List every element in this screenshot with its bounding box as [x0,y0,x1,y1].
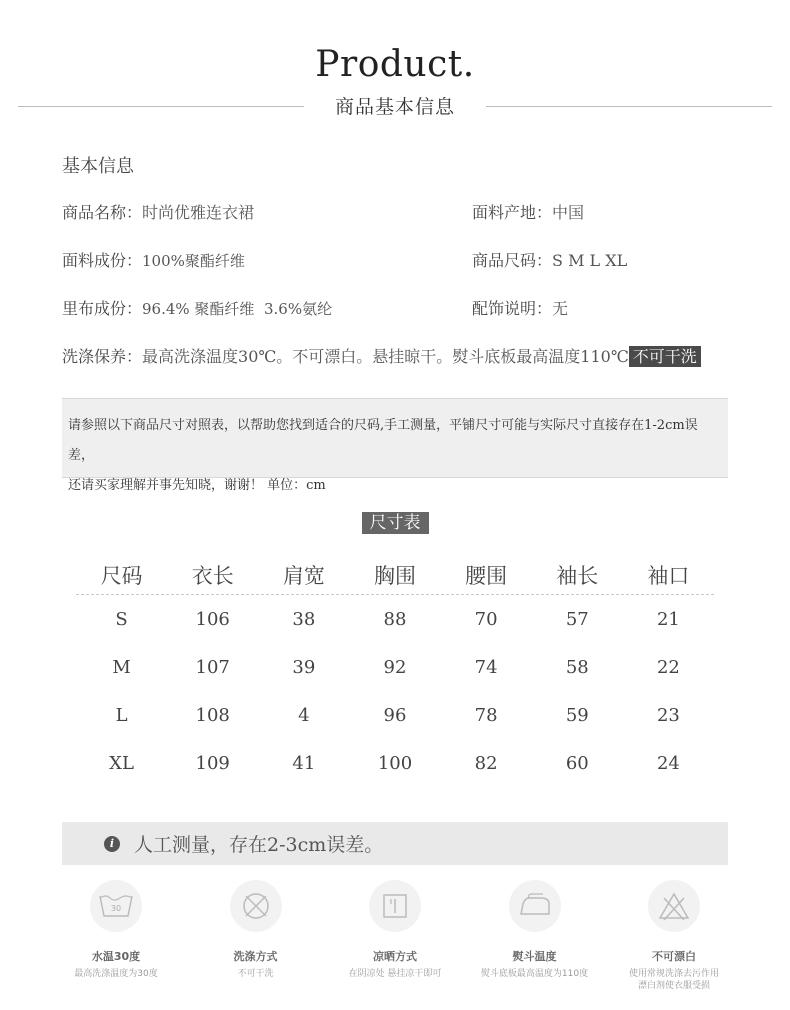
size-chart-cell: 60 [565,752,589,774]
accessory-label: 配饰说明： [472,299,553,318]
size-chart-cell: 41 [292,752,316,774]
size-chart-row-l [76,691,714,739]
line-dry-icon [369,880,421,932]
product-name-label: 商品名称： [62,203,143,222]
product-sizes-value: S M L XL [552,251,628,270]
care-instructions-value: 最高洗涤温度30℃。不可漂白。悬挂晾干。熨斗底板最高温度110℃ [142,347,629,366]
care-desc: 最高洗涤温度为30度 [74,969,158,979]
product-name-row [62,200,254,223]
size-chart-cell: 78 [474,704,498,726]
size-chart-cell: 82 [474,752,498,774]
lining-composition-row [62,296,332,319]
page-title: Product. [315,44,475,85]
accessory-row [472,296,568,319]
size-chart-cell: 100 [377,752,413,774]
size-chart-cell: 74 [474,656,498,678]
size-chart-cell: 4 [298,704,310,726]
fabric-origin-value: 中国 [552,203,585,222]
size-chart-header-row [76,555,714,595]
page-subtitle: 商品基本信息 [334,96,455,118]
fabric-composition-row [62,248,245,271]
size-chart-cell: 92 [383,656,407,678]
basic-info-title: 基本信息 [62,156,134,177]
size-chart-row-m [76,643,714,691]
care-instructions-label: 洗涤保养： [62,347,143,366]
care-instructions-row [62,344,701,367]
size-chart-cell: XL [109,752,134,774]
iron-icon [509,880,561,932]
size-chart-cell: 39 [292,656,316,678]
size-chart-title: 尺寸表 [362,512,429,534]
care-desc: 不可干洗 [237,969,274,979]
lining-composition-label: 里布成份： [62,299,143,318]
size-chart-header-cell: 尺码 [100,563,143,588]
info-icon: i [104,836,120,852]
care-item-wash [48,880,184,992]
size-chart-header-cell: 胸围 [373,563,416,588]
care-label: 凉晒方式 [373,950,417,963]
lining-composition-value: 96.4% 聚酯纤维 3.6%氨纶 [142,300,333,318]
size-chart-cell: 96 [383,704,407,726]
care-desc: 熨斗底板最高温度为110度 [480,969,589,979]
size-chart-header-cell: 腰围 [465,563,508,588]
size-chart-cell: 106 [195,608,230,630]
care-label: 洗涤方式 [233,950,278,963]
size-chart-row-xl [76,739,714,787]
size-chart-cell: 23 [656,704,680,726]
product-sizes-row [472,248,627,271]
size-notice-box [62,398,728,493]
size-chart-cell: M [112,656,131,678]
care-desc-line: 漂白剂使衣服受损 [637,981,710,991]
care-desc [606,968,742,992]
fabric-origin-row [472,200,584,223]
size-notice-line-2: 还请买家理解并事先知晓，谢谢！ 单位：cm [68,478,326,493]
accessory-value: 无 [552,299,569,318]
size-chart-cell: S [115,608,128,630]
size-chart-header-cell: 衣长 [191,563,234,588]
no-bleach-icon [648,880,700,932]
size-chart-cell: 59 [565,704,589,726]
size-chart-header-cell: 袖口 [647,563,690,588]
care-item-ironing [467,880,603,992]
size-notice-line-1: 请参照以下商品尺寸对照表，以帮助您找到适合的尺码,手工测量，平铺尺寸可能与实际尺寸直接存在1-2cm误差， [68,418,698,463]
care-desc: 在阴凉处 悬挂凉干即可 [348,969,442,979]
care-desc-line: 使用常规洗涤去污作用 [628,969,719,979]
product-sizes-label: 商品尺码： [472,251,553,270]
care-label: 水温30度 [91,950,141,963]
care-label: 熨斗温度 [512,950,557,963]
size-chart-cell: L [115,704,128,726]
size-chart-title-wrap [0,512,790,534]
size-chart-cell: 58 [565,656,589,678]
size-chart-cell: 70 [474,608,498,630]
size-chart-cell: 38 [292,608,316,630]
size-chart-cell: 88 [383,608,407,630]
size-chart-cell: 57 [565,608,589,630]
no-dry-clean-icon [230,880,282,932]
size-chart-cell: 109 [195,752,230,774]
size-chart-cell: 21 [656,608,680,630]
no-dry-clean-tag: 不可干洗 [629,346,701,367]
measurement-note [62,822,728,865]
measurement-note-text: 人工测量，存在2-3cm误差。 [134,834,384,856]
product-name-value: 时尚优雅连衣裙 [142,203,255,222]
size-chart-cell: 24 [656,752,680,774]
fabric-composition-label: 面料成份： [62,251,143,270]
size-chart-row-s [76,595,714,643]
care-item-washing-method [188,880,324,992]
care-item-no-bleach [606,880,742,992]
care-item-drying [327,880,463,992]
size-chart-cell: 22 [656,656,680,678]
size-chart-cell: 107 [195,656,230,678]
wash-30-icon [90,880,142,932]
size-chart-cell: 108 [195,704,230,726]
size-chart-header-cell: 袖长 [556,563,599,588]
fabric-composition-value: 100%聚酯纤维 [142,252,245,270]
wash-30-badge: 30 [110,904,122,913]
fabric-origin-label: 面料产地： [472,203,553,222]
care-label: 不可漂白 [652,950,696,963]
size-chart-header-cell: 肩宽 [282,563,325,588]
care-icons-row [48,880,742,992]
size-chart-table [58,555,730,787]
